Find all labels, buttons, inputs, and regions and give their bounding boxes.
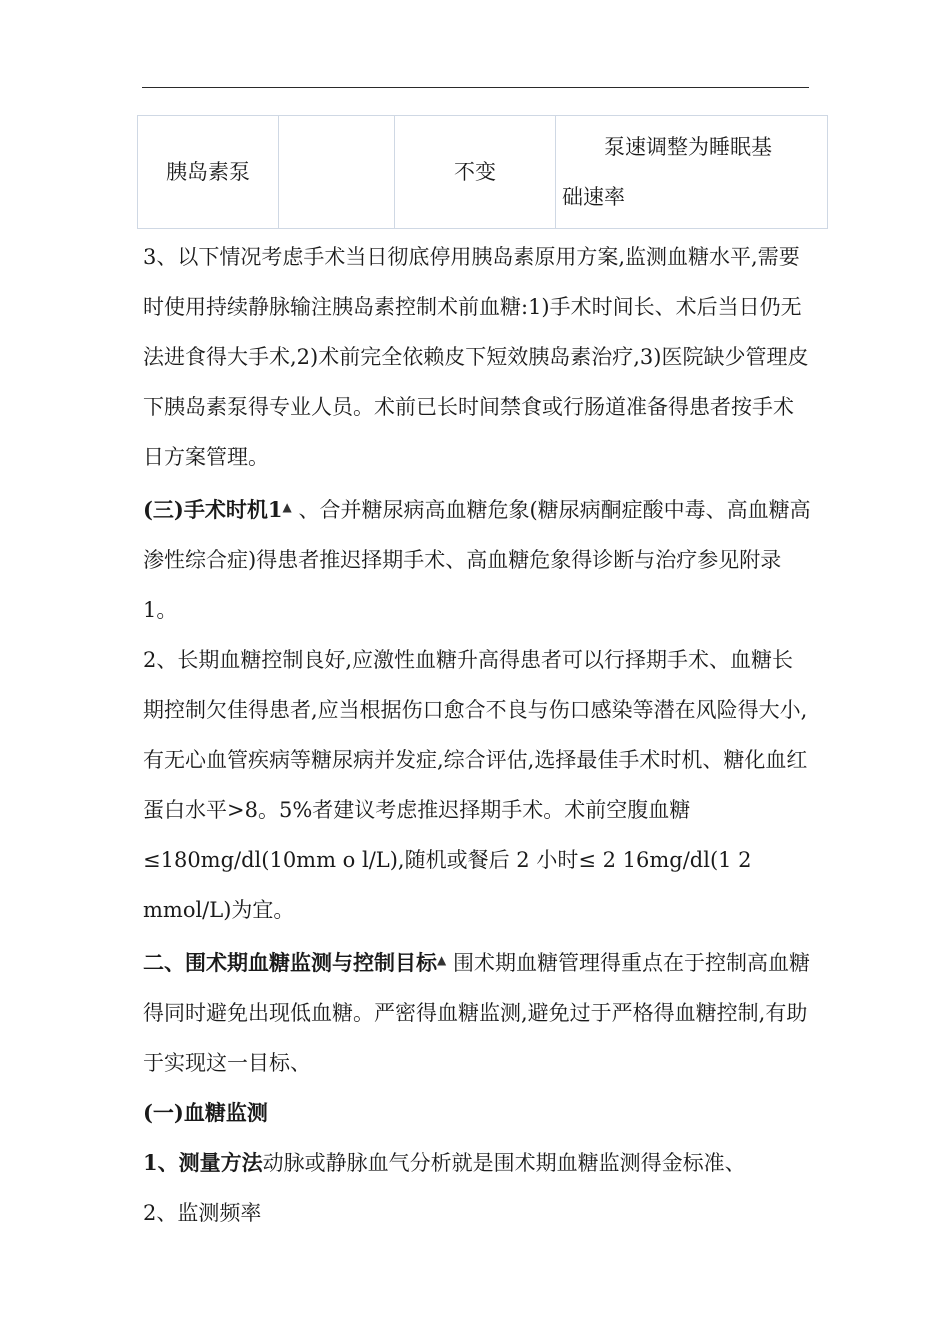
table-row <box>138 116 828 229</box>
triangle-mark-icon: ▲ <box>282 500 292 514</box>
subsection-heading-glucose-monitoring: (一)血糖监测 <box>143 1100 268 1125</box>
paragraph-surgery-timing-2: 2、长期血糖控制良好,应激性血糖升高得患者可以行择期手术、血糖长期控制欠佳得患者,应当根据伤口愈合不良与伤口感染等潜在风险得大小,有无心血管疾病等糖尿病并发症,综合评估,选择最佳手术时机、糖化血红蛋白水平>8。5%者建议考虑推迟择期手术。术前空腹血糖≤180mg/dl(10mm o l/L),随机或餐后 2 小时≤ 2 16mg/dl(1 2 mmol/L)为宜。 <box>143 648 808 922</box>
section-heading-surgery-timing: (三)手术时机1 <box>143 497 283 522</box>
table-cell-adjust-line1: 泵速调整为睡眠基 <box>604 135 772 159</box>
document-body <box>143 232 811 1238</box>
paragraph-text: 围术期血糖管理得重点在于控制高血糖得同时避免出现低血糖。严密得血糖监测,避免过于严格得血糖控制,有助于实现这一目标、 <box>143 951 810 1075</box>
table-cell-adjust-line2: 础速率 <box>562 185 625 209</box>
paragraph-surgery-timing-1 <box>143 482 811 635</box>
table-cell-adjust <box>556 116 828 229</box>
paragraph-text: 动脉或静脉血气分析就是围术期血糖监测得金标准、 <box>262 1151 746 1175</box>
header-rule <box>142 87 809 88</box>
table-cell-device: 胰岛素泵 <box>138 116 279 229</box>
item-heading-measurement: 1、测量方法 <box>143 1150 263 1175</box>
paragraph-monitoring-frequency: 2、监测频率 <box>143 1201 262 1225</box>
table-cell-empty <box>279 116 395 229</box>
insulin-table <box>137 115 828 229</box>
section-heading-monitoring: 二、围术期血糖监测与控制目标 <box>143 950 437 975</box>
paragraph-measurement-method <box>143 1138 811 1188</box>
paragraph-monitoring-goals <box>143 935 811 1088</box>
paragraph-surgery-day: 3、以下情况考虑手术当日彻底停用胰岛素原用方案,监测血糖水平,需要时使用持续静脉输注胰岛素控制术前血糖:1)手术时间长、术后当日仍无法进食得大手术,2)术前完全依赖皮下短效胰岛素治疗,3)医院缺少管理皮下胰岛素泵得专业人员。术前已长时间禁食或行肠道准备得患者按手术日方案管理。 <box>143 245 809 469</box>
triangle-mark-icon: ▲ <box>437 953 447 967</box>
table-cell-dose: 不变 <box>395 116 556 229</box>
paragraph-text: 、合并糖尿病高血糖危象(糖尿病酮症酸中毒、高血糖高渗性综合症)得患者推迟择期手术、高血糖危象得诊断与治疗参见附录1。 <box>143 498 811 622</box>
